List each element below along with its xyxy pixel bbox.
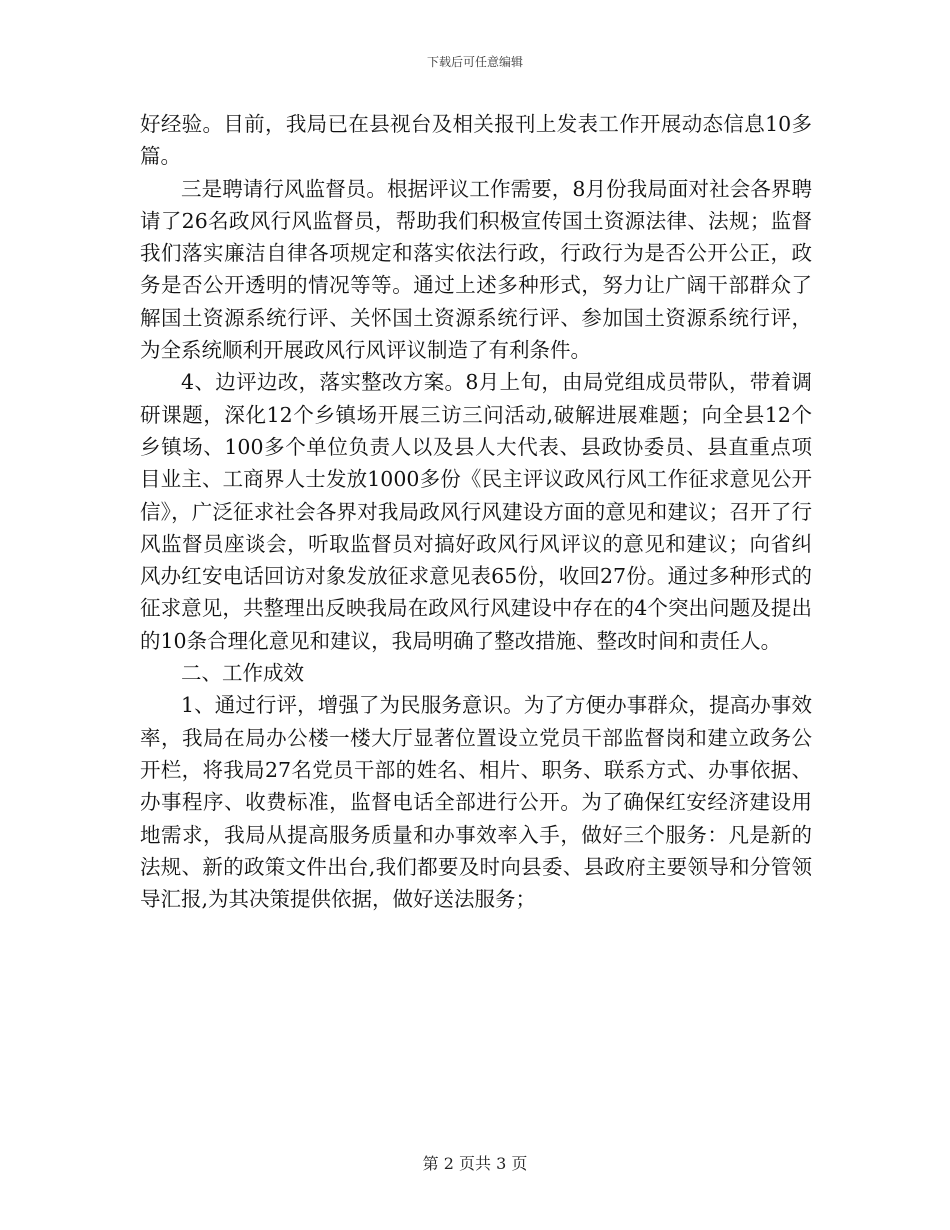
section-heading-results: 二、工作成效 (181, 661, 304, 686)
paragraph-supervisors: 三是聘请行风监督员。根据评议工作需要，8月份我局面对社会各界聘请了26名政风行风监督员，帮助我们积极宣传国土资源法律、法规；监督我们落实廉洁自律各项规定和落实依法行政，行政行为是否公开公正，政务是否公开透明的情况等等。通过上述多种形式，努力让广阔干部群众了解国土资源系统行评、关怀国土资源系统行评、参加国土资源系统行评，为全系统顺利开展政风行风评议制造了有利条件。 (140, 176, 812, 363)
paragraph-continuation: 好经验。目前，我局已在县视台及相关报刊上发表工作开展动态信息10多篇。 (140, 112, 812, 169)
paragraph-service-awareness: 1、通过行评，增强了为民服务意识。为了方便办事群众，提高办事效率，我局在局办公楼一楼大厅显著位置设立党员干部监督岗和建立政务公开栏，将我局27名党员干部的姓名、相片、职务、联系方式、办事依据、办事程序、收费标准，监督电话全部进行公开。为了确保红安经济建设用地需求，我局从提高服务质量和办事效率入手，做好三个服务：凡是新的法规、新的政策文件出台,我们都要及时向县委、县政府主要领导和分管领导汇报,为其决策提供依据，做好送法服务； (140, 693, 812, 912)
document-body (140, 108, 812, 915)
page-header-note: 下载后可任意编辑 (426, 55, 523, 69)
paragraph-rectification: 4、边评边改，落实整改方案。8月上旬，由局党组成员带队，带着调研课题，深化12个乡镇场开展三访三问活动,破解进展难题；向全县12个乡镇场、100多个单位负责人以及县人大代表、县政协委员、县直重点项目业主、工商界人士发放1000多份《民主评议政风行风工作征求意见公开信》，广泛征求社会各界对我局政风行风建设方面的意见和建议；召开了行风监督员座谈会，听取监督员对搞好政风行风评议的意见和建议；向省纠风办红安电话回访对象发放征求意见表65份，收回27份。通过多种形式的征求意见，共整理出反映我局在政风行风建设中存在的4个突出问题及提出的10条合理化意见和建议，我局明确了整改措施、整改时间和责任人。 (140, 370, 812, 653)
page-number: 第 2 页共 3 页 (422, 1154, 528, 1173)
